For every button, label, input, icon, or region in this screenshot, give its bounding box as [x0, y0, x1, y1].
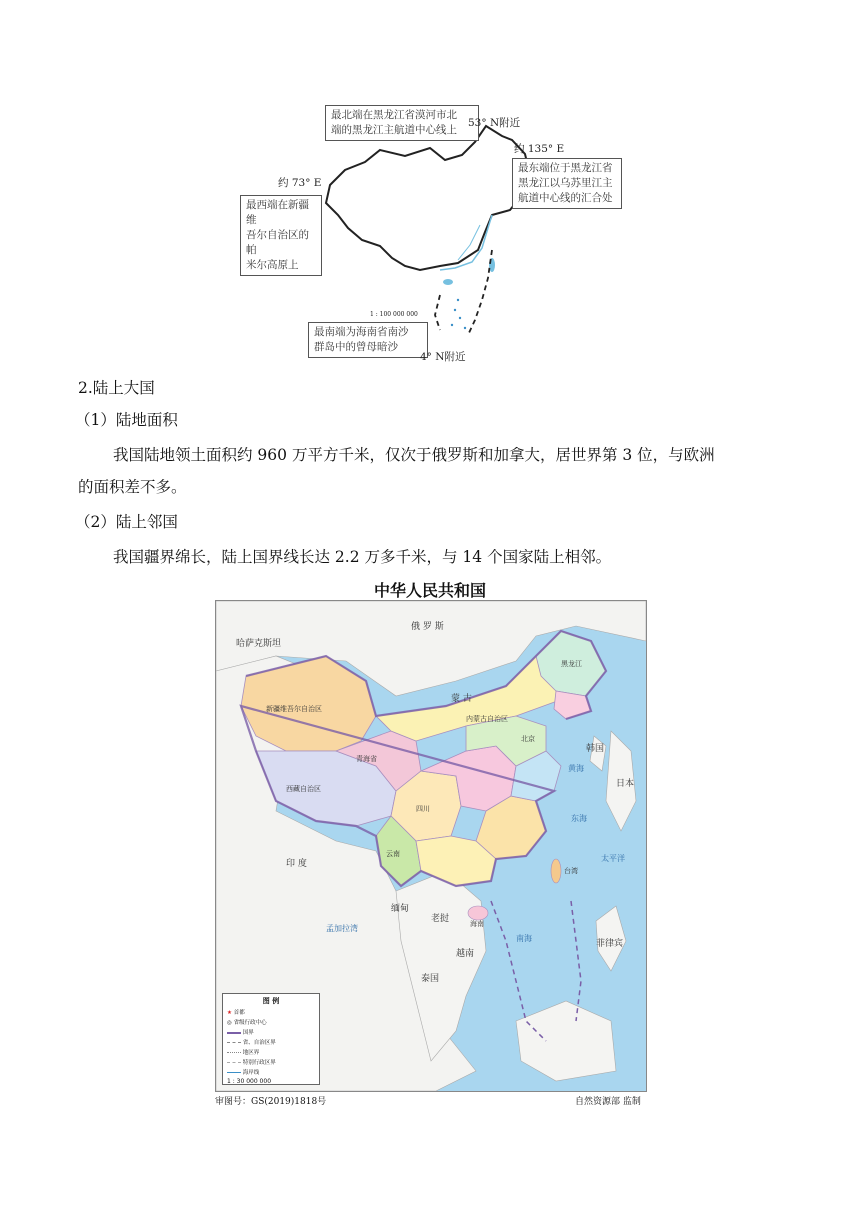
label-yunnan: 云南 — [386, 850, 400, 858]
map-legend — [222, 993, 320, 1085]
label-laos: 老挝 — [431, 914, 450, 924]
west-longitude-label: 约 73° E — [278, 177, 322, 189]
label-russia: 俄 罗 斯 — [411, 622, 444, 632]
land-neighbors-paragraph: 我国疆界绵长，陆上国界线长达 2.2 万多千米，与 14 个国家陆上相邻。 — [113, 548, 612, 566]
label-japan: 日本 — [616, 779, 635, 789]
capital-star-icon: ★ — [227, 1010, 232, 1016]
label-myanmar: 缅甸 — [391, 904, 410, 914]
china-outline — [326, 126, 530, 270]
legend-region-border: 地区界 — [227, 1048, 315, 1056]
legend-national-border: 国界 — [227, 1028, 315, 1036]
west-extreme-callout: 最西端在新疆维 吾尔自治区的帕 米尔高原上 — [240, 195, 322, 276]
extent-figure — [230, 100, 630, 370]
south-extreme-callout: 最南端为海南省南沙 群岛中的曾母暗沙 — [308, 322, 428, 358]
north-extreme-callout: 最北端在黑龙江省漠河市北 端的黑龙江主航道中心线上 — [325, 105, 479, 141]
legend-sar-border: 特别行政区界 — [227, 1058, 315, 1066]
label-heilongjiang: 黑龙江 — [561, 660, 582, 668]
section-heading: 2.陆上大国 — [78, 379, 155, 397]
label-tibet: 西藏自治区 — [286, 785, 321, 793]
china-political-map — [215, 600, 647, 1092]
legend-provincial-center: ◎ 省级行政中心 — [227, 1020, 267, 1026]
legend-coastline: 海岸线 — [227, 1068, 315, 1076]
map-publisher: 自然资源部 监制 — [575, 1097, 641, 1107]
label-sichuan: 四川 — [416, 805, 430, 813]
map-scale: 1 : 100 000 000 — [370, 311, 418, 318]
subheading-land-area: （1）陆地面积 — [75, 411, 178, 429]
label-vietnam: 越南 — [456, 949, 475, 959]
label-philippines: 菲律宾 — [596, 939, 624, 949]
label-beijing: 北京 — [521, 735, 535, 743]
label-east-china-sea: 东海 — [571, 814, 587, 823]
legend-title: 图 例 — [262, 997, 280, 1005]
label-mongolia: 蒙 古 — [451, 694, 472, 704]
circle-icon: ◎ — [227, 1020, 232, 1026]
subheading-land-neighbors: （2）陆上邻国 — [75, 513, 178, 531]
label-hainan: 海南 — [470, 920, 484, 928]
label-xinjiang: 新疆维吾尔自治区 — [266, 705, 322, 713]
label-qinghai: 青海省 — [356, 755, 377, 763]
map-audit-number: 审图号：GS(2019)1818号 — [215, 1097, 327, 1107]
north-latitude-label: 53° N附近 — [468, 117, 521, 129]
label-kazakhstan: 哈萨克斯坦 — [236, 639, 282, 649]
label-pacific: 太平洋 — [601, 854, 625, 863]
label-india: 印 度 — [286, 859, 307, 869]
label-yellow-sea: 黄海 — [568, 764, 584, 773]
legend-scale: 1 : 30 000 000 — [227, 1078, 272, 1085]
east-longitude-label: 约 135° E — [514, 143, 565, 155]
china-map-title: 中华人民共和国 — [373, 581, 486, 600]
label-south-china-sea: 南海 — [516, 934, 532, 943]
legend-capital: ★ 首都 — [227, 1010, 245, 1016]
label-taiwan: 台湾 — [564, 867, 578, 875]
label-bay-of-bengal: 孟加拉湾 — [326, 924, 358, 933]
south-latitude-label: 4° N附近 — [420, 351, 466, 363]
land-area-paragraph-line2: 的面积差不多。 — [78, 478, 187, 496]
land-area-paragraph-line1: 我国陆地领土面积约 960 万平方千米，仅次于俄罗斯和加拿大，居世界第 3 位，与欧洲 — [113, 446, 715, 464]
east-extreme-callout: 最东端位于黑龙江省 黑龙江以乌苏里江主 航道中心线的汇合处 — [512, 158, 622, 209]
label-thailand: 泰国 — [421, 974, 440, 984]
label-korea: 韩国 — [586, 744, 605, 754]
label-inner-mongolia: 内蒙古自治区 — [466, 715, 508, 723]
legend-provincial-border: 省、自治区界 — [227, 1038, 315, 1046]
